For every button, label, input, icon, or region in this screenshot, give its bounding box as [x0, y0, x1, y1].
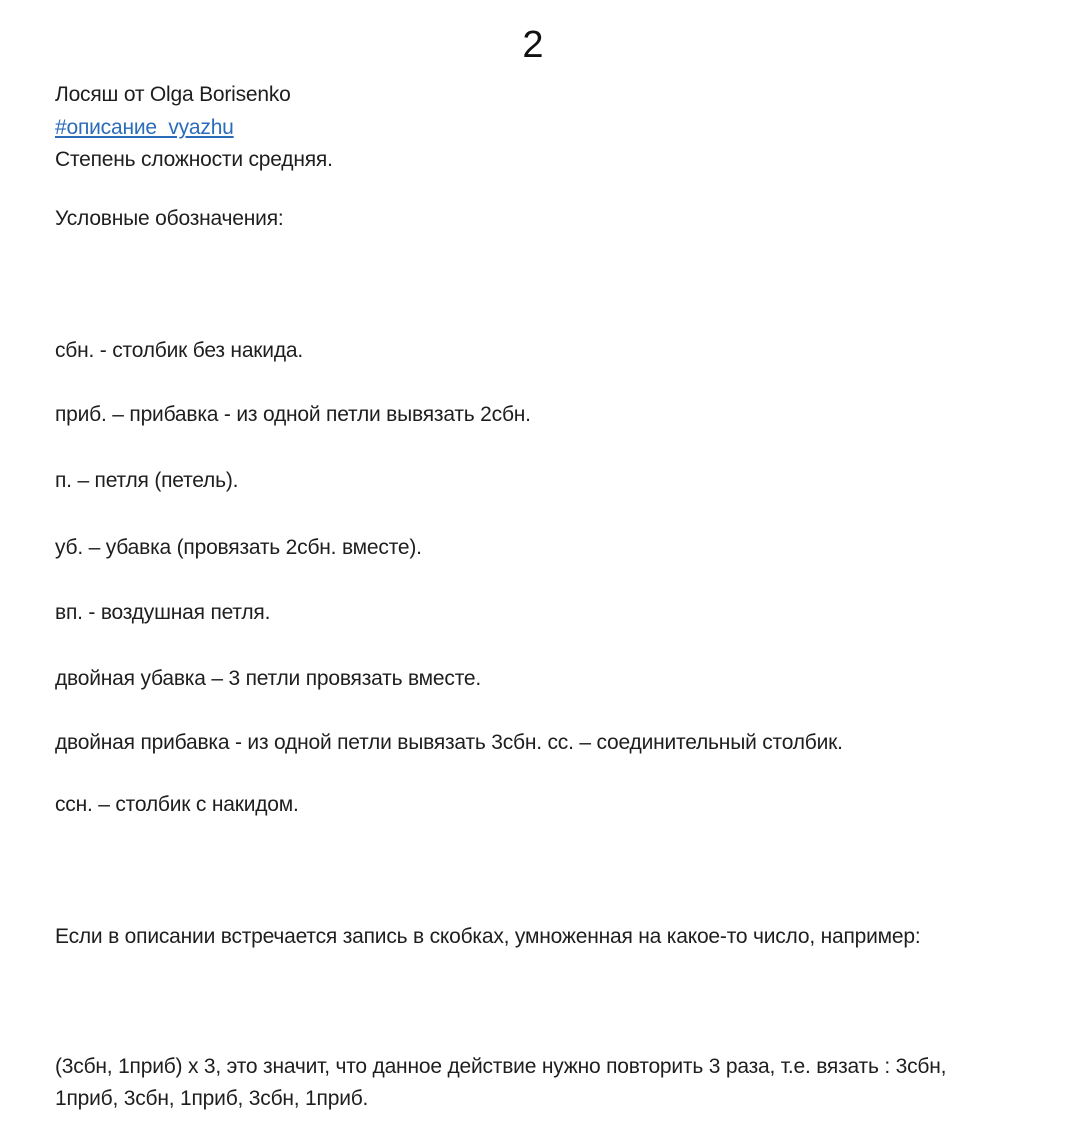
note-example-line-1: (3сбн, 1приб) х 3, это значит, что данное действие нужно повторить 3 раза, т.е. вязать : 3сбн, [55, 1055, 947, 1078]
hashtag-link-wrapper [55, 113, 234, 143]
page-number: 2 [522, 24, 544, 66]
difficulty-text: Степень сложности средняя. [55, 148, 333, 171]
note-example-line-2: 1приб, 3сбн, 1приб, 3сбн, 1приб. [55, 1087, 369, 1110]
legend-item: уб. – убавка (провязать 2сбн. вместе). [55, 536, 422, 559]
document-title: Лосяш от Olga Borisenko [55, 83, 291, 106]
legend-item: ссн. – столбик с накидом. [55, 793, 299, 816]
legend-item: вп. - воздушная петля. [55, 601, 271, 624]
note-intro: Если в описании встречается запись в скобках, умноженная на какое-то число, например: [55, 925, 921, 948]
legend-item: сбн. - столбик без накида. [55, 339, 303, 362]
legend-heading: Условные обозначения: [55, 207, 284, 230]
legend-item: двойная убавка – 3 петли провязать вместе. [55, 667, 481, 690]
legend-item: двойная прибавка - из одной петли вывязать 3сбн. сс. – соединительный столбик. [55, 731, 843, 754]
legend-item: п. – петля (петель). [55, 469, 239, 492]
legend-item: приб. – прибавка - из одной петли вывязать 2сбн. [55, 403, 531, 426]
hashtag-link[interactable]: #описание_vyazhu [55, 116, 234, 139]
